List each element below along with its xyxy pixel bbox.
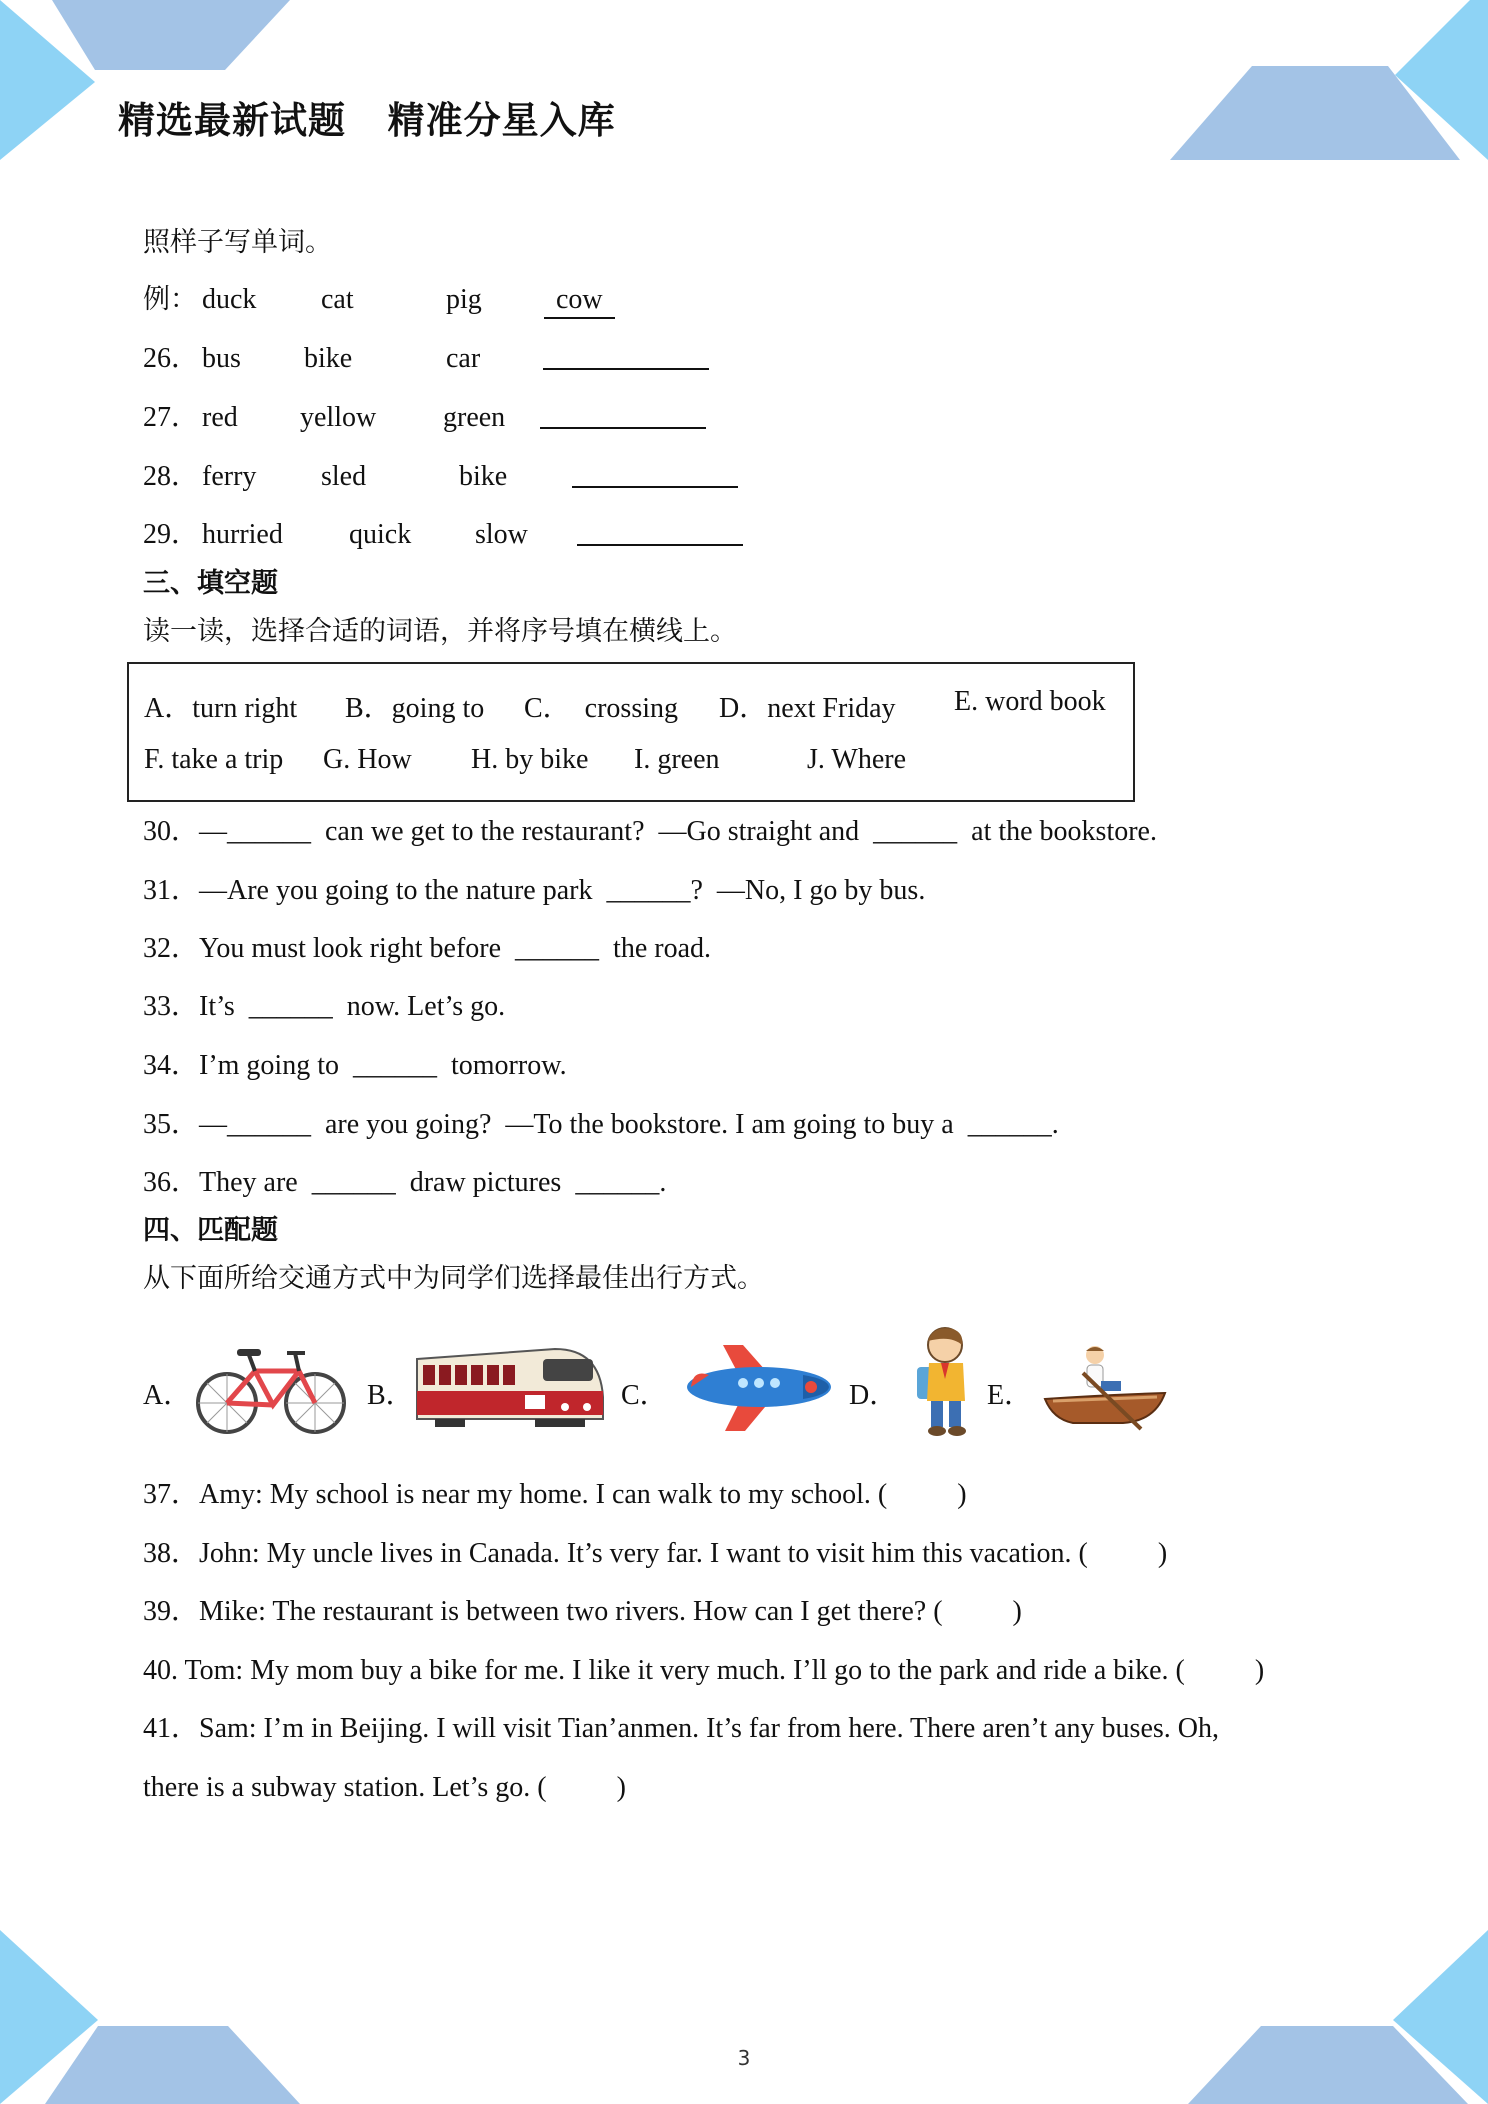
- option-h: H. by bike: [471, 744, 589, 775]
- rowboat-icon: [1043, 1343, 1169, 1435]
- answer-blank[interactable]: [540, 401, 706, 429]
- word: pig: [446, 284, 482, 315]
- example-instruction: 照样子写单词。: [143, 227, 332, 258]
- example-answer: cow: [544, 283, 615, 319]
- example-prefix: 例：: [143, 284, 197, 315]
- picture-label-e: E．: [987, 1380, 1033, 1411]
- word: yellow: [300, 402, 377, 433]
- question-36: 36．They are ______ draw pictures ______.: [143, 1167, 667, 1198]
- option-a: A．turn right: [144, 693, 298, 724]
- option-d: D．next Friday: [719, 693, 896, 724]
- word: ferry: [202, 461, 257, 492]
- option-b: B．going to: [345, 693, 485, 724]
- list-item: [143, 460, 843, 494]
- picture-label-d: D．: [849, 1380, 898, 1411]
- airplane-icon: [683, 1339, 833, 1435]
- corner-decoration-bottom-left: [0, 1930, 320, 2104]
- item-number: 26．: [143, 343, 200, 374]
- example-row: [143, 283, 843, 317]
- list-item: [143, 342, 843, 376]
- bicycle-icon: [195, 1345, 347, 1437]
- question-34: 34．I’m going to ______ tomorrow.: [143, 1050, 567, 1081]
- word: duck: [202, 284, 257, 315]
- word: sled: [321, 461, 367, 492]
- answer-blank[interactable]: [577, 518, 743, 546]
- question-41-continued: there is a subway station. Let’s go. ( ): [143, 1772, 626, 1803]
- word: red: [202, 402, 238, 433]
- train-icon: [415, 1337, 607, 1437]
- option-g: G. How: [323, 744, 412, 775]
- word: green: [443, 402, 506, 433]
- item-number: 29．: [143, 519, 200, 550]
- word: bike: [304, 343, 353, 374]
- answer-blank[interactable]: [572, 460, 738, 488]
- word: bike: [459, 461, 508, 492]
- options-box: [127, 662, 1135, 802]
- question-33: 33．It’s ______ now. Let’s go.: [143, 991, 506, 1022]
- question-30: 30．—______ can we get to the restaurant? —Go straight and ______ at the bookstore.: [143, 816, 1157, 847]
- word: car: [446, 343, 481, 374]
- item-number: 27．: [143, 402, 200, 433]
- question-32: 32．You must look right before ______ the road.: [143, 933, 711, 964]
- header-title: 精选最新试题 精准分星入库: [118, 99, 616, 142]
- question-39: 39．Mike: The restaurant is between two rivers. How can I get there? ( ): [143, 1596, 1022, 1627]
- item-number: 28．: [143, 461, 200, 492]
- option-i: I. green: [634, 744, 720, 775]
- word: quick: [349, 519, 412, 550]
- option-j: J. Where: [807, 744, 906, 775]
- corner-decoration-top-right: [1170, 0, 1488, 170]
- section-heading-match: 四、匹配题: [143, 1215, 278, 1246]
- question-41: 41．Sam: I’m in Beijing. I will visit Tian’anmen. It’s far from here. There aren’t any buses. Oh,: [143, 1713, 1219, 1744]
- walking-boy-icon: [909, 1323, 979, 1441]
- word: slow: [475, 519, 528, 550]
- picture-label-c: C．: [621, 1380, 668, 1411]
- option-e: E. word book: [954, 686, 1106, 717]
- question-38: 38．John: My uncle lives in Canada. It’s very far. I want to visit him this vacation. ( ): [143, 1538, 1168, 1569]
- picture-label-a: A．: [143, 1380, 192, 1411]
- question-35: 35．—______ are you going? —To the bookstore. I am going to buy a ______.: [143, 1109, 1059, 1140]
- section-heading-fill: 三、填空题: [143, 568, 278, 599]
- picture-label-b: B．: [367, 1380, 414, 1411]
- question-37: 37．Amy: My school is near my home. I can walk to my school. ( ): [143, 1479, 967, 1510]
- option-f: F. take a trip: [144, 744, 284, 775]
- option-c: C． crossing: [524, 693, 679, 724]
- transport-pictures: [143, 1325, 1193, 1445]
- word: cat: [321, 284, 354, 315]
- page-number: 3: [737, 2046, 751, 2070]
- list-item: [143, 401, 843, 435]
- corner-decoration-bottom-right: [1168, 1930, 1488, 2104]
- match-instruction: 从下面所给交通方式中为同学们选择最佳出行方式。: [143, 1263, 764, 1294]
- answer-blank[interactable]: [543, 342, 709, 370]
- fill-instruction: 读一读，选择合适的词语，并将序号填在横线上。: [143, 616, 737, 647]
- corner-decoration-top-left: [0, 0, 300, 170]
- question-31: 31．—Are you going to the nature park ______? —No, I go by bus.: [143, 875, 926, 906]
- list-item: [143, 518, 843, 552]
- word: hurried: [202, 519, 283, 550]
- question-40: 40. Tom: My mom buy a bike for me. I like it very much. I’ll go to the park and ride a bike. ( ): [143, 1655, 1265, 1686]
- word: bus: [202, 343, 241, 374]
